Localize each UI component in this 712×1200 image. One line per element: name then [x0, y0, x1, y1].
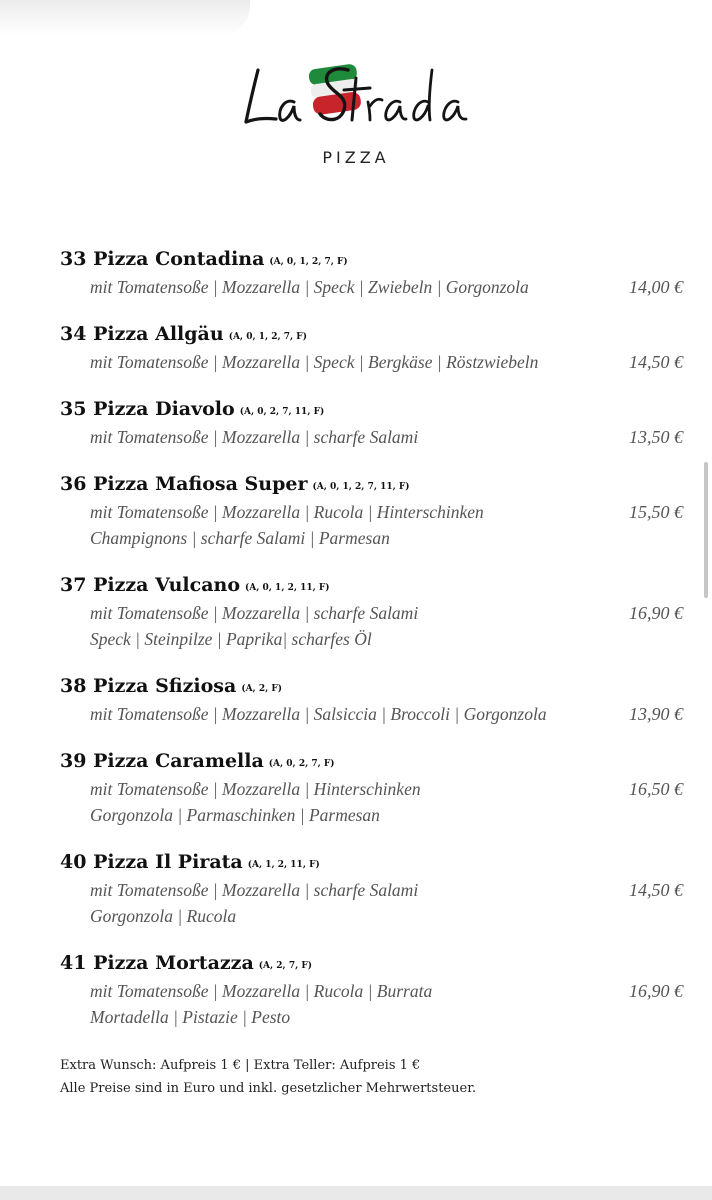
bottom-toolbar-edge: [0, 1186, 712, 1200]
item-ingredients: [60, 903, 685, 929]
scrollbar-thumb[interactable]: [704, 462, 708, 598]
menu-item: [60, 948, 685, 1030]
item-number: 34: [60, 323, 87, 345]
item-ingredients: [60, 424, 685, 450]
menu-item-title: [60, 319, 685, 349]
item-allergens: (A, 2, 7, F): [258, 961, 312, 971]
ingredients-text: Gorgonzola | Parmaschinken | Parmesan: [90, 805, 380, 825]
item-allergens: (A, 0, 1, 2, 7, F): [269, 257, 348, 267]
la-strada-logo-icon: [236, 56, 476, 136]
item-allergens: (A, 2, F): [241, 684, 282, 694]
menu-item-title: [60, 394, 685, 424]
item-ingredients: [60, 776, 685, 802]
menu-item: [60, 746, 685, 828]
item-name: Pizza Sfiziosa: [93, 675, 237, 697]
item-price: 16,90 €: [629, 603, 683, 623]
menu-item: [60, 469, 685, 551]
menu-footer: [60, 1054, 476, 1100]
ingredients-text: mit Tomatensoße | Mozzarella | Rucola | Hinterschinken: [90, 502, 484, 522]
item-name: Pizza Mafiosa Super: [93, 473, 308, 495]
item-ingredients: [60, 349, 685, 375]
menu-item-title: [60, 948, 685, 978]
item-number: 33: [60, 248, 87, 270]
ingredients-text: mit Tomatensoße | Mozzarella | Rucola | Burrata: [90, 981, 433, 1001]
pizza-menu: [60, 244, 685, 1049]
item-ingredients: [60, 626, 685, 652]
item-number: 40: [60, 851, 87, 873]
item-allergens: (A, 0, 2, 7, 11, F): [239, 407, 325, 417]
item-price: 16,90 €: [629, 981, 683, 1001]
logo-subtitle: PIZZA: [322, 148, 390, 167]
menu-item: [60, 570, 685, 652]
item-number: 39: [60, 750, 87, 772]
item-number: 38: [60, 675, 87, 697]
top-blurred-area: [0, 0, 250, 36]
menu-item-title: [60, 469, 685, 499]
item-name: Pizza Il Pirata: [93, 851, 243, 873]
item-name: Pizza Caramella: [93, 750, 264, 772]
menu-item-title: [60, 244, 685, 274]
item-name: Pizza Diavolo: [93, 398, 235, 420]
ingredients-text: mit Tomatensoße | Mozzarella | scharfe Salami: [90, 880, 419, 900]
brand-logo: [0, 56, 712, 136]
item-price: 13,50 €: [629, 427, 683, 447]
item-ingredients: [60, 877, 685, 903]
item-ingredients: [60, 802, 685, 828]
menu-item-title: [60, 746, 685, 776]
item-ingredients: [60, 978, 685, 1004]
menu-item: [60, 244, 685, 300]
item-allergens: (A, 0, 1, 2, 7, 11, F): [312, 482, 410, 492]
ingredients-text: mit Tomatensoße | Mozzarella | Speck | Zwiebeln | Gorgonzola: [90, 277, 529, 297]
footer-extras-note: Extra Wunsch: Aufpreis 1 € | Extra Teller: Aufpreis 1 €: [60, 1058, 421, 1073]
ingredients-text: mit Tomatensoße | Mozzarella | Hinterschinken: [90, 779, 421, 799]
item-price: 14,00 €: [629, 277, 683, 297]
ingredients-text: mit Tomatensoße | Mozzarella | scharfe Salami: [90, 427, 419, 447]
menu-item-title: [60, 570, 685, 600]
item-ingredients: [60, 525, 685, 551]
menu-item-title: [60, 671, 685, 701]
item-price: 13,90 €: [629, 704, 683, 724]
menu-item-title: [60, 847, 685, 877]
item-ingredients: [60, 274, 685, 300]
item-number: 37: [60, 574, 87, 596]
ingredients-text: mit Tomatensoße | Mozzarella | scharfe Salami: [90, 603, 419, 623]
item-name: Pizza Contadina: [93, 248, 265, 270]
item-allergens: (A, 0, 1, 2, 11, F): [245, 583, 330, 593]
item-ingredients: [60, 701, 685, 727]
item-allergens: (A, 0, 1, 2, 7, F): [228, 332, 307, 342]
item-allergens: (A, 0, 2, 7, F): [268, 759, 335, 769]
ingredients-text: Gorgonzola | Rucola: [90, 906, 237, 926]
ingredients-text: Mortadella | Pistazie | Pesto: [90, 1007, 291, 1027]
menu-item: [60, 319, 685, 375]
item-number: 35: [60, 398, 87, 420]
item-name: Pizza Vulcano: [93, 574, 241, 596]
menu-item: [60, 847, 685, 929]
item-price: 15,50 €: [629, 502, 683, 522]
item-price: 16,50 €: [629, 779, 683, 799]
item-price: 14,50 €: [629, 352, 683, 372]
menu-item: [60, 394, 685, 450]
item-ingredients: [60, 499, 685, 525]
item-number: 41: [60, 952, 87, 974]
item-ingredients: [60, 1004, 685, 1030]
item-price: 14,50 €: [629, 880, 683, 900]
item-ingredients: [60, 600, 685, 626]
ingredients-text: mit Tomatensoße | Mozzarella | Salsiccia | Broccoli | Gorgonzola: [90, 704, 547, 724]
item-name: Pizza Allgäu: [93, 323, 224, 345]
footer-price-note: Alle Preise sind in Euro und inkl. gesetzlicher Mehrwertsteuer.: [60, 1081, 477, 1096]
item-allergens: (A, 1, 2, 11, F): [247, 860, 320, 870]
ingredients-text: mit Tomatensoße | Mozzarella | Speck | Bergkäse | Röstzwiebeln: [90, 352, 539, 372]
item-name: Pizza Mortazza: [93, 952, 254, 974]
ingredients-text: Champignons | scharfe Salami | Parmesan: [90, 528, 390, 548]
menu-item: [60, 671, 685, 727]
item-number: 36: [60, 473, 87, 495]
ingredients-text: Speck | Steinpilze | Paprika| scharfes Öl: [90, 629, 372, 649]
